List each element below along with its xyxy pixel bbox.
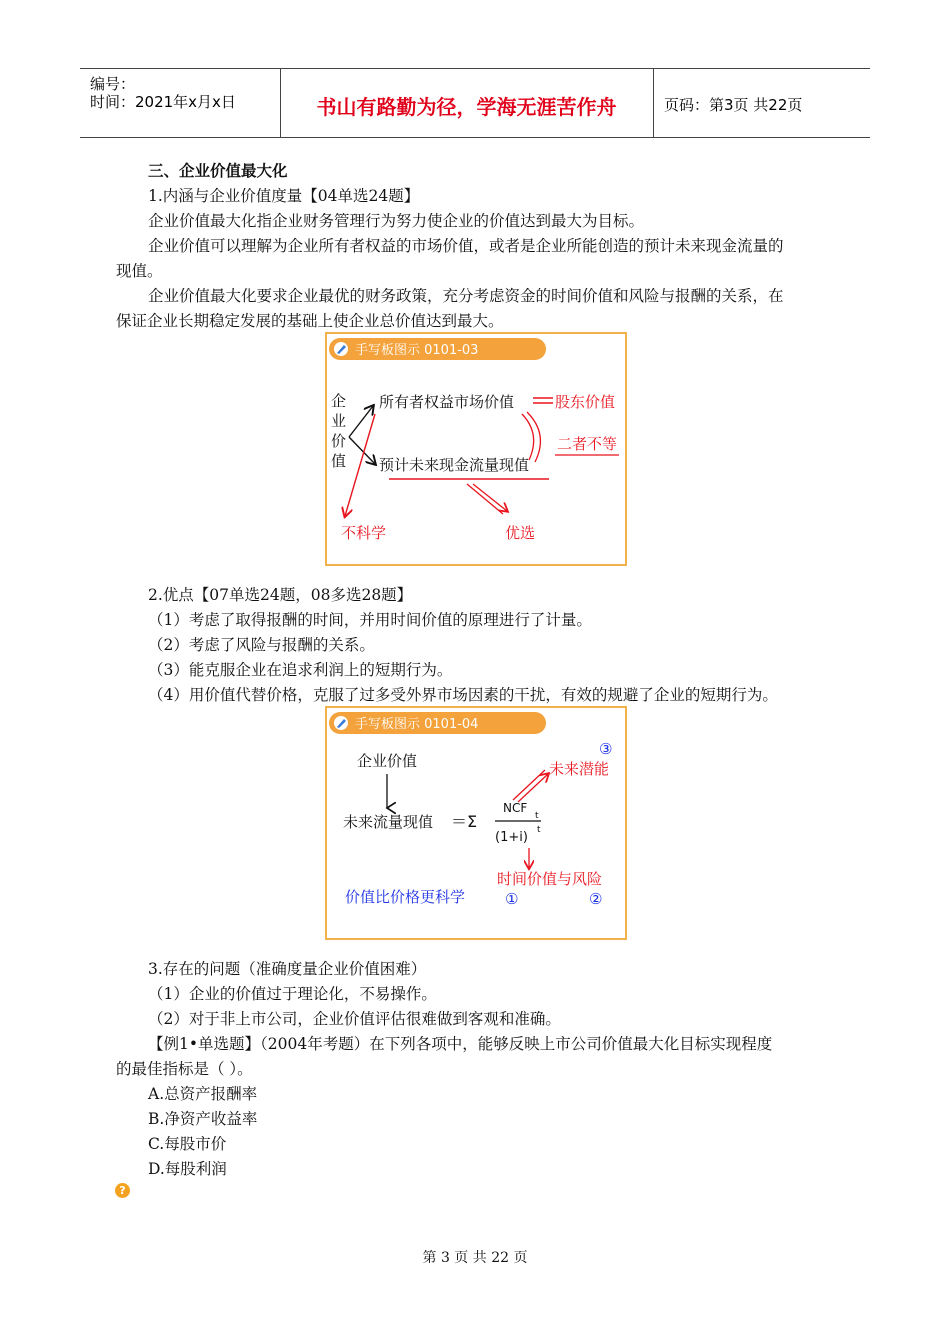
pencil-icon — [334, 342, 348, 356]
option-a: A.总资产报酬率 — [148, 1085, 258, 1103]
not-equal-label: 二者不等 — [557, 435, 618, 453]
p2-item4: （4）用价值代替价格，克服了过多受外界市场因素的干扰，有效的规避了企业的短期行为。 — [148, 686, 778, 704]
shareholder-value-label: 股东价值 — [555, 393, 616, 411]
enterprise-value-label: 企业价值 — [357, 752, 418, 770]
preferred-arrow-line-a — [467, 484, 503, 514]
not-equal-bracket-inner — [522, 414, 534, 460]
handwriting-figure-2 — [325, 706, 627, 940]
option-b: B.净资产收益率 — [148, 1110, 258, 1128]
p1-line2b: 现值。 — [116, 262, 163, 280]
potential-arrow-b — [518, 774, 548, 802]
p1-line3b: 保证企业长期稳定发展的基础上使企业总价值达到最大。 — [116, 312, 504, 330]
p1-line3a: 企业价值最大化要求企业最优的财务政策，充分考虑资金的时间价值和风险与报酬的关系，在 — [148, 287, 784, 305]
unscientific-label: 不科学 — [341, 524, 387, 542]
header-left-cell — [80, 69, 281, 137]
p2-item3: （3）能克服企业在追求利润上的短期行为。 — [148, 661, 453, 679]
formula-denominator-sup: t — [537, 825, 541, 835]
example-line2: 的最佳指标是（ ）。 — [116, 1060, 253, 1078]
handwriting-figure-1 — [325, 332, 627, 566]
option-c: C.每股市价 — [148, 1135, 227, 1153]
formula-numerator-sub: t — [535, 811, 539, 821]
formula-sigma: ＝Σ — [451, 812, 478, 831]
bottom-branch-label: 预计未来现金流量现值 — [379, 456, 530, 474]
future-potential-label: 未来潜能 — [549, 760, 610, 778]
value-vs-price-label: 价值比价格更科学 — [345, 888, 466, 906]
p1-heading: 1.内涵与企业价值度量【04单选24题】 — [148, 187, 420, 205]
circle-3: ③ — [599, 740, 613, 758]
figure-1-tab-title: 手写板图示 0101-03 — [355, 343, 479, 358]
motto: 书山有路勤为径，学海无涯苦作舟 — [316, 95, 617, 119]
preferred-arrow-line-b — [473, 484, 507, 511]
example-line1: 【例1•单选题】（2004年考题）在下列各项中，能够反映上市公司价值最大化目标实现程度 — [148, 1035, 773, 1053]
time-label: 时间：2021年x月x日 — [90, 93, 236, 111]
p2-item1: （1）考虑了取得报酬的时间，并用时间价值的原理进行了计量。 — [148, 611, 592, 629]
p1-line2a: 企业价值可以理解为企业所有者权益的市场价值，或者是企业所能创造的预计未来现金流量的 — [148, 237, 784, 255]
header-center-cell — [280, 69, 654, 137]
fig1-char-1: 企 — [331, 392, 347, 410]
time-value-risk-label: 时间价值与风险 — [497, 870, 603, 888]
figure-2-canvas — [327, 708, 625, 938]
pencil-icon — [334, 716, 348, 730]
p3-heading: 3.存在的问题（准确度量企业价值困难） — [148, 960, 427, 978]
figure-2-tab-title: 手写板图示 0101-04 — [355, 717, 479, 732]
p2-heading: 2.优点【07单选24题，08多选28题】 — [148, 586, 413, 604]
fig1-char-4: 值 — [331, 452, 347, 470]
number-label: 编号： — [90, 75, 136, 93]
circle-1: ① — [505, 890, 519, 908]
formula-denominator: (1+i) — [495, 830, 528, 845]
p3-item2: （2）对于非上市公司，企业价值评估很难做到客观和准确。 — [148, 1010, 561, 1028]
potential-arrow-a — [513, 770, 545, 800]
p2-item2: （2）考虑了风险与报酬的关系。 — [148, 636, 375, 654]
top-branch-label: 所有者权益市场价值 — [379, 393, 515, 411]
formula-numerator: NCF — [503, 801, 528, 815]
preferred-label: 优选 — [505, 524, 536, 542]
future-flow-pv-label: 未来流量现值 — [343, 813, 434, 831]
page-footer: 第 3 页 共 22 页 — [422, 1250, 528, 1266]
circle-2: ② — [589, 890, 603, 908]
p3-item1: （1）企业的价值过于理论化，不易操作。 — [148, 985, 437, 1003]
unscientific-arrow — [345, 414, 375, 516]
fig1-char-3: 价 — [331, 432, 347, 450]
header-right-cell — [654, 69, 870, 137]
page-label: 页码：第3页 共22页 — [664, 96, 803, 114]
option-d: D.每股利润 — [148, 1160, 227, 1178]
p1-line1: 企业价值最大化指企业财务管理行为努力使企业的价值达到最大为目标。 — [148, 212, 645, 230]
figure-1-canvas — [327, 334, 625, 564]
section-title: 三、企业价值最大化 — [148, 162, 288, 180]
question-icon[interactable]: ? — [115, 1183, 130, 1198]
document-header — [80, 68, 870, 138]
fig1-char-2: 业 — [331, 412, 347, 430]
